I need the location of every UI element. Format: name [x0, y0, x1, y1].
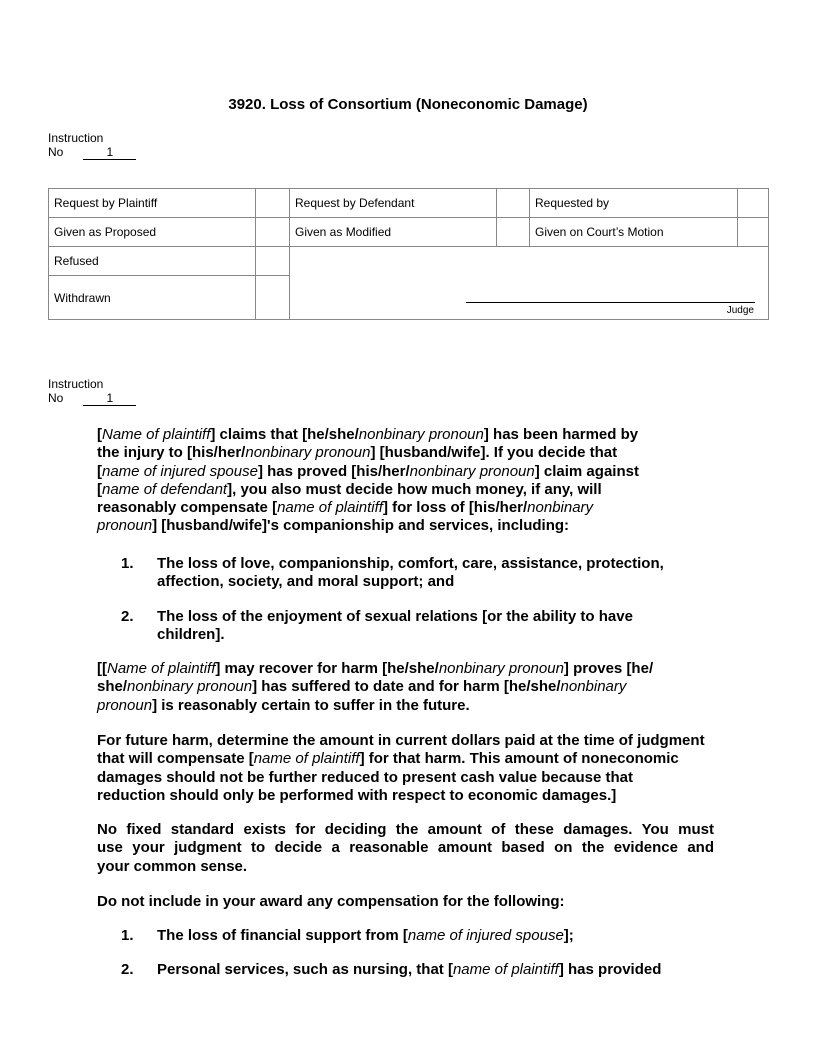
placeholder-text: name of plaintiff: [277, 499, 383, 517]
text-line: [97, 517, 714, 535]
placeholder-text: nonbinary pronoun: [438, 660, 564, 677]
text-line: [97, 481, 714, 499]
text-segment: The loss of the enjoyment of sexual relations [or the ability to have: [157, 608, 633, 625]
text-segment: For future harm, determine the amount in current dollars paid at the time of judgment: [97, 732, 705, 749]
text-segment: she/: [97, 678, 128, 696]
paragraph-claim: [97, 426, 714, 536]
text-line: [97, 858, 714, 876]
withdrawn-label: Withdrawn: [49, 276, 256, 320]
text-segment: the injury to [his/her/: [97, 444, 246, 462]
text-segment: The loss of financial support from [: [157, 927, 408, 944]
text-segment: ] claims that [he/she/: [210, 426, 359, 443]
instruction-number-block: [48, 377, 136, 406]
text-segment: ] has proved [his/her/: [257, 462, 410, 480]
refused-label: Refused: [49, 247, 256, 276]
request-by-plaintiff-box: [256, 189, 290, 218]
text-segment: No fixed standard exists for deciding the amount of these damages. You must: [97, 821, 714, 838]
text-segment: children].: [157, 626, 225, 644]
text-segment: [: [97, 462, 102, 480]
placeholder-text: Name of plaintiff: [107, 660, 216, 677]
text-segment: [: [97, 426, 102, 443]
text-segment: use your judgment to decide a reasonable amount based on the evidence and: [97, 839, 714, 857]
text-segment: damages should not be further reduced to present cash value because that: [97, 768, 633, 786]
refused-box: [256, 247, 290, 276]
text-line: [97, 821, 714, 839]
instruction-number-block: [48, 131, 136, 160]
text-segment: ] [husband/wife]. If you decide that: [370, 444, 618, 462]
given-as-proposed-box: [256, 218, 290, 247]
text-segment: ] for that harm. This amount of noneconomic: [359, 750, 679, 768]
text-segment: ] has suffered to date and for harm [he/she/: [252, 678, 561, 696]
text-segment: [: [97, 480, 102, 498]
text-line: [97, 444, 714, 462]
text-segment: ] [husband/wife]'s companionship and services, including:: [152, 517, 570, 535]
text-segment: ] may recover for harm [he/she/: [215, 660, 439, 677]
text-line: [97, 839, 714, 857]
paragraph-recovery: [97, 660, 714, 715]
given-as-modified-label: Given as Modified: [290, 218, 497, 247]
list-text: [157, 961, 661, 979]
list-number: 2.: [121, 608, 134, 625]
text-line: [157, 573, 664, 591]
placeholder-text: nonbinary: [527, 499, 594, 517]
instruction-label: Instruction: [48, 377, 104, 391]
text-line: [97, 463, 714, 481]
judge-signature-area: [290, 247, 769, 320]
placeholder-text: nonbinary: [560, 678, 627, 696]
text-line: [97, 660, 714, 678]
text-line: [97, 499, 714, 517]
placeholder-text: name of plaintiff: [452, 961, 559, 978]
text-segment: that will compensate [: [97, 750, 254, 768]
request-by-defendant-label: Request by Defendant: [290, 189, 497, 218]
text-line: [97, 426, 714, 444]
placeholder-text: name of defendant: [102, 480, 228, 498]
list-number: 2.: [121, 961, 134, 978]
text-segment: [[: [97, 660, 107, 677]
text-segment: ] claim against: [534, 462, 639, 480]
document-title: 3920. Loss of Consortium (Noneconomic Damage): [228, 96, 588, 113]
text-segment: reasonably compensate [: [97, 499, 278, 517]
placeholder-text: Name of plaintiff: [102, 426, 211, 443]
text-line: [157, 555, 664, 573]
list-number: 1.: [121, 927, 134, 944]
given-as-modified-box: [497, 218, 530, 247]
no-label: No: [48, 145, 64, 159]
text-line: [97, 750, 714, 768]
paragraph-no-fixed-standard: [97, 821, 714, 876]
text-segment: Personal services, such as nursing, that [: [157, 961, 453, 978]
given-on-courts-motion-label: Given on Court’s Motion: [530, 218, 738, 247]
request-by-plaintiff-label: Request by Plaintiff: [49, 189, 256, 218]
text-line: [97, 769, 714, 787]
list-text: [157, 927, 574, 945]
requested-by-label: Requested by: [530, 189, 738, 218]
text-segment: ] is reasonably certain to suffer in the future.: [152, 696, 470, 714]
text-segment: ] proves [he/: [563, 660, 654, 677]
text-line: [97, 697, 714, 715]
text-line: [97, 732, 714, 750]
placeholder-text: pronoun: [97, 517, 153, 535]
instruction-label: Instruction: [48, 131, 104, 145]
placeholder-text: name of injured spouse: [102, 462, 258, 480]
no-label: No: [48, 391, 64, 405]
text-segment: affection, society, and moral support; and: [157, 573, 455, 591]
text-line: [97, 893, 714, 911]
placeholder-text: nonbinary pronoun: [409, 462, 535, 480]
text-segment: reduction should only be performed with respect to economic damages.]: [97, 786, 617, 804]
text-segment: ] has provided: [558, 961, 662, 978]
text-segment: Do not include in your award any compensation for the following:: [97, 893, 565, 910]
placeholder-text: nonbinary pronoun: [245, 444, 371, 462]
list-text: [157, 555, 664, 592]
text-line: [97, 787, 714, 805]
placeholder-text: name of plaintiff: [253, 750, 360, 768]
text-line: [157, 927, 574, 945]
text-segment: ] has been harmed by: [483, 426, 639, 443]
list-text: [157, 608, 633, 645]
list-number: 1.: [121, 555, 134, 572]
paragraph-exclusions: [97, 893, 714, 911]
given-as-proposed-label: Given as Proposed: [49, 218, 256, 247]
given-on-courts-motion-box: [738, 218, 769, 247]
text-segment: ], you also must decide how much money, if any, will: [227, 480, 602, 498]
judge-label: Judge: [726, 305, 754, 316]
paragraph-future-harm: [97, 732, 714, 805]
placeholder-text: nonbinary pronoun: [358, 426, 484, 443]
placeholder-text: pronoun: [97, 696, 153, 714]
text-line: [97, 678, 714, 696]
text-line: [157, 961, 661, 979]
request-by-defendant-box: [497, 189, 530, 218]
text-segment: ];: [563, 927, 574, 944]
text-segment: your common sense.: [97, 857, 248, 875]
withdrawn-box: [256, 276, 290, 320]
text-line: [157, 626, 633, 644]
instruction-disposition-table: [48, 188, 769, 320]
instruction-number: 1: [83, 146, 136, 160]
instruction-number: 1: [83, 392, 136, 406]
placeholder-text: name of injured spouse: [407, 927, 564, 944]
placeholder-text: nonbinary pronoun: [127, 678, 253, 696]
text-segment: ] for loss of [his/her/: [382, 499, 528, 517]
requested-by-box: [738, 189, 769, 218]
judge-signature-line: [466, 302, 755, 303]
text-segment: The loss of love, companionship, comfort, care, assistance, protection,: [157, 555, 664, 572]
text-line: [157, 608, 633, 626]
